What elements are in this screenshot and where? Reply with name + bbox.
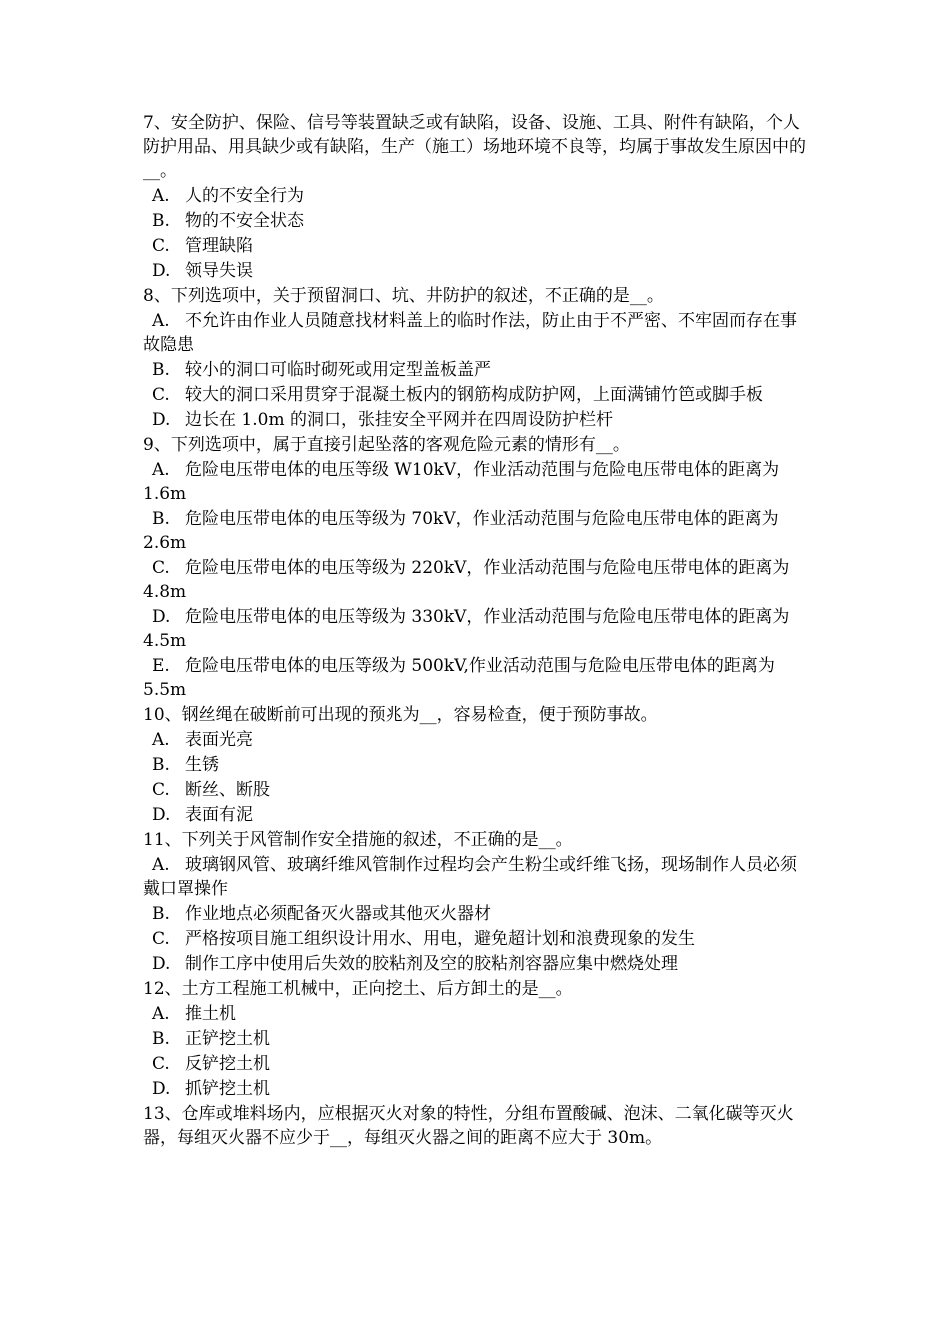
option-letter: C. xyxy=(152,558,170,578)
option-letter: D. xyxy=(152,410,171,430)
option-letter: B. xyxy=(152,211,170,231)
question-8 xyxy=(143,284,807,433)
option-e xyxy=(143,654,807,703)
option-d xyxy=(143,259,807,284)
option-letter: D. xyxy=(152,261,171,281)
option-text: 领导失误 xyxy=(185,261,253,281)
option-a xyxy=(143,184,807,209)
option-b xyxy=(143,1027,807,1052)
option-letter: B. xyxy=(152,1029,170,1049)
option-letter: A. xyxy=(152,730,170,750)
option-text: 危险电压带电体的电压等级为 220kV，作业活动范围与危险电压带电体的距离为 4.8m xyxy=(143,558,790,602)
option-b xyxy=(143,358,807,383)
document-page xyxy=(143,111,807,1151)
option-letter: A. xyxy=(152,311,170,331)
option-text: 玻璃钢风管、玻璃纤维风管制作过程均会产生粉尘或纤维飞扬，现场制作人员必须戴口罩操作 xyxy=(143,855,797,899)
option-letter: A. xyxy=(152,460,170,480)
question-11 xyxy=(143,828,807,977)
option-text: 表面有泥 xyxy=(185,805,253,825)
option-letter: E. xyxy=(152,656,170,676)
question-10 xyxy=(143,703,807,828)
option-a xyxy=(143,309,807,358)
option-letter: C. xyxy=(152,236,170,256)
option-text: 物的不安全状态 xyxy=(185,211,304,231)
option-letter: A. xyxy=(152,855,170,875)
option-d xyxy=(143,605,807,654)
option-b xyxy=(143,209,807,234)
option-c xyxy=(143,383,807,408)
option-text: 作业地点必须配备灭火器或其他灭火器材 xyxy=(185,904,491,924)
option-text: 危险电压带电体的电压等级为 330kV，作业活动范围与危险电压带电体的距离为 4.5m xyxy=(143,607,790,651)
option-d xyxy=(143,1077,807,1102)
option-text: 严格按项目施工组织设计用水、用电，避免超计划和浪费现象的发生 xyxy=(185,929,695,949)
option-c xyxy=(143,927,807,952)
option-text: 危险电压带电体的电压等级为 500kV,作业活动范围与危险电压带电体的距离为 5.5m xyxy=(143,656,775,700)
option-letter: B. xyxy=(152,509,170,529)
question-stem: 9、下列选项中，属于直接引起坠落的客观危险元素的情形有__。 xyxy=(143,435,630,455)
option-letter: D. xyxy=(152,1079,171,1099)
option-d xyxy=(143,408,807,433)
option-a xyxy=(143,458,807,507)
option-letter: C. xyxy=(152,929,170,949)
option-text: 较小的洞口可临时砌死或用定型盖板盖严 xyxy=(185,360,491,380)
question-stem: 7、安全防护、保险、信号等装置缺乏或有缺陷，设备、设施、工具、附件有缺陷，个人防护用品、用具缺少或有缺陷，生产（施工）场地环境不良等，均属于事故发生原因中的__。 xyxy=(143,113,806,181)
option-a xyxy=(143,728,807,753)
option-a xyxy=(143,853,807,902)
option-letter: D. xyxy=(152,607,171,627)
option-letter: C. xyxy=(152,780,170,800)
option-text: 危险电压带电体的电压等级 W10kV，作业活动范围与危险电压带电体的距离为 1.6m xyxy=(143,460,780,504)
question-stem: 10、钢丝绳在破断前可出现的预兆为__，容易检查，便于预防事故。 xyxy=(143,705,658,725)
question-13 xyxy=(143,1102,807,1151)
option-text: 危险电压带电体的电压等级为 70kV，作业活动范围与危险电压带电体的距离为 2.6m xyxy=(143,509,779,553)
option-text: 管理缺陷 xyxy=(185,236,253,256)
question-stem: 12、土方工程施工机械中，正向挖土、后方卸土的是__。 xyxy=(143,979,573,999)
option-text: 制作工序中使用后失效的胶粘剂及空的胶粘剂容器应集中燃烧处理 xyxy=(185,954,678,974)
option-text: 边长在 1.0m 的洞口，张挂安全平网并在四周设防护栏杆 xyxy=(185,410,613,430)
option-text: 不允许由作业人员随意找材料盖上的临时作法，防止由于不严密、不牢固而存在事故隐患 xyxy=(143,311,797,355)
option-letter: A. xyxy=(152,186,170,206)
option-letter: D. xyxy=(152,805,171,825)
option-text: 生锈 xyxy=(185,755,219,775)
option-letter: D. xyxy=(152,954,171,974)
option-b xyxy=(143,902,807,927)
option-d xyxy=(143,803,807,828)
question-7 xyxy=(143,111,807,284)
option-c xyxy=(143,778,807,803)
question-9 xyxy=(143,433,807,703)
option-letter: C. xyxy=(152,385,170,405)
question-stem: 8、下列选项中，关于预留洞口、坑、井防护的叙述，不正确的是__。 xyxy=(143,286,664,306)
option-letter: B. xyxy=(152,360,170,380)
option-letter: B. xyxy=(152,755,170,775)
option-text: 推土机 xyxy=(185,1004,236,1024)
option-b xyxy=(143,753,807,778)
option-text: 正铲挖土机 xyxy=(185,1029,270,1049)
option-text: 较大的洞口采用贯穿于混凝土板内的钢筋构成防护网，上面满铺竹笆或脚手板 xyxy=(185,385,763,405)
option-a xyxy=(143,1002,807,1027)
question-stem: 13、仓库或堆料场内，应根据灭火对象的特性，分组布置酸碱、泡沫、二氧化碳等灭火器，每组灭火器不应少于__，每组灭火器之间的距离不应大于 30m。 xyxy=(143,1104,794,1148)
option-text: 断丝、断股 xyxy=(185,780,270,800)
option-c xyxy=(143,234,807,259)
question-12 xyxy=(143,977,807,1102)
option-letter: B. xyxy=(152,904,170,924)
option-text: 人的不安全行为 xyxy=(185,186,304,206)
option-d xyxy=(143,952,807,977)
option-text: 反铲挖土机 xyxy=(185,1054,270,1074)
option-letter: C. xyxy=(152,1054,170,1074)
question-stem: 11、下列关于风管制作安全措施的叙述，不正确的是__。 xyxy=(143,830,573,850)
option-c xyxy=(143,556,807,605)
option-text: 抓铲挖土机 xyxy=(185,1079,270,1099)
option-c xyxy=(143,1052,807,1077)
option-letter: A. xyxy=(152,1004,170,1024)
option-text: 表面光亮 xyxy=(185,730,253,750)
option-b xyxy=(143,507,807,556)
